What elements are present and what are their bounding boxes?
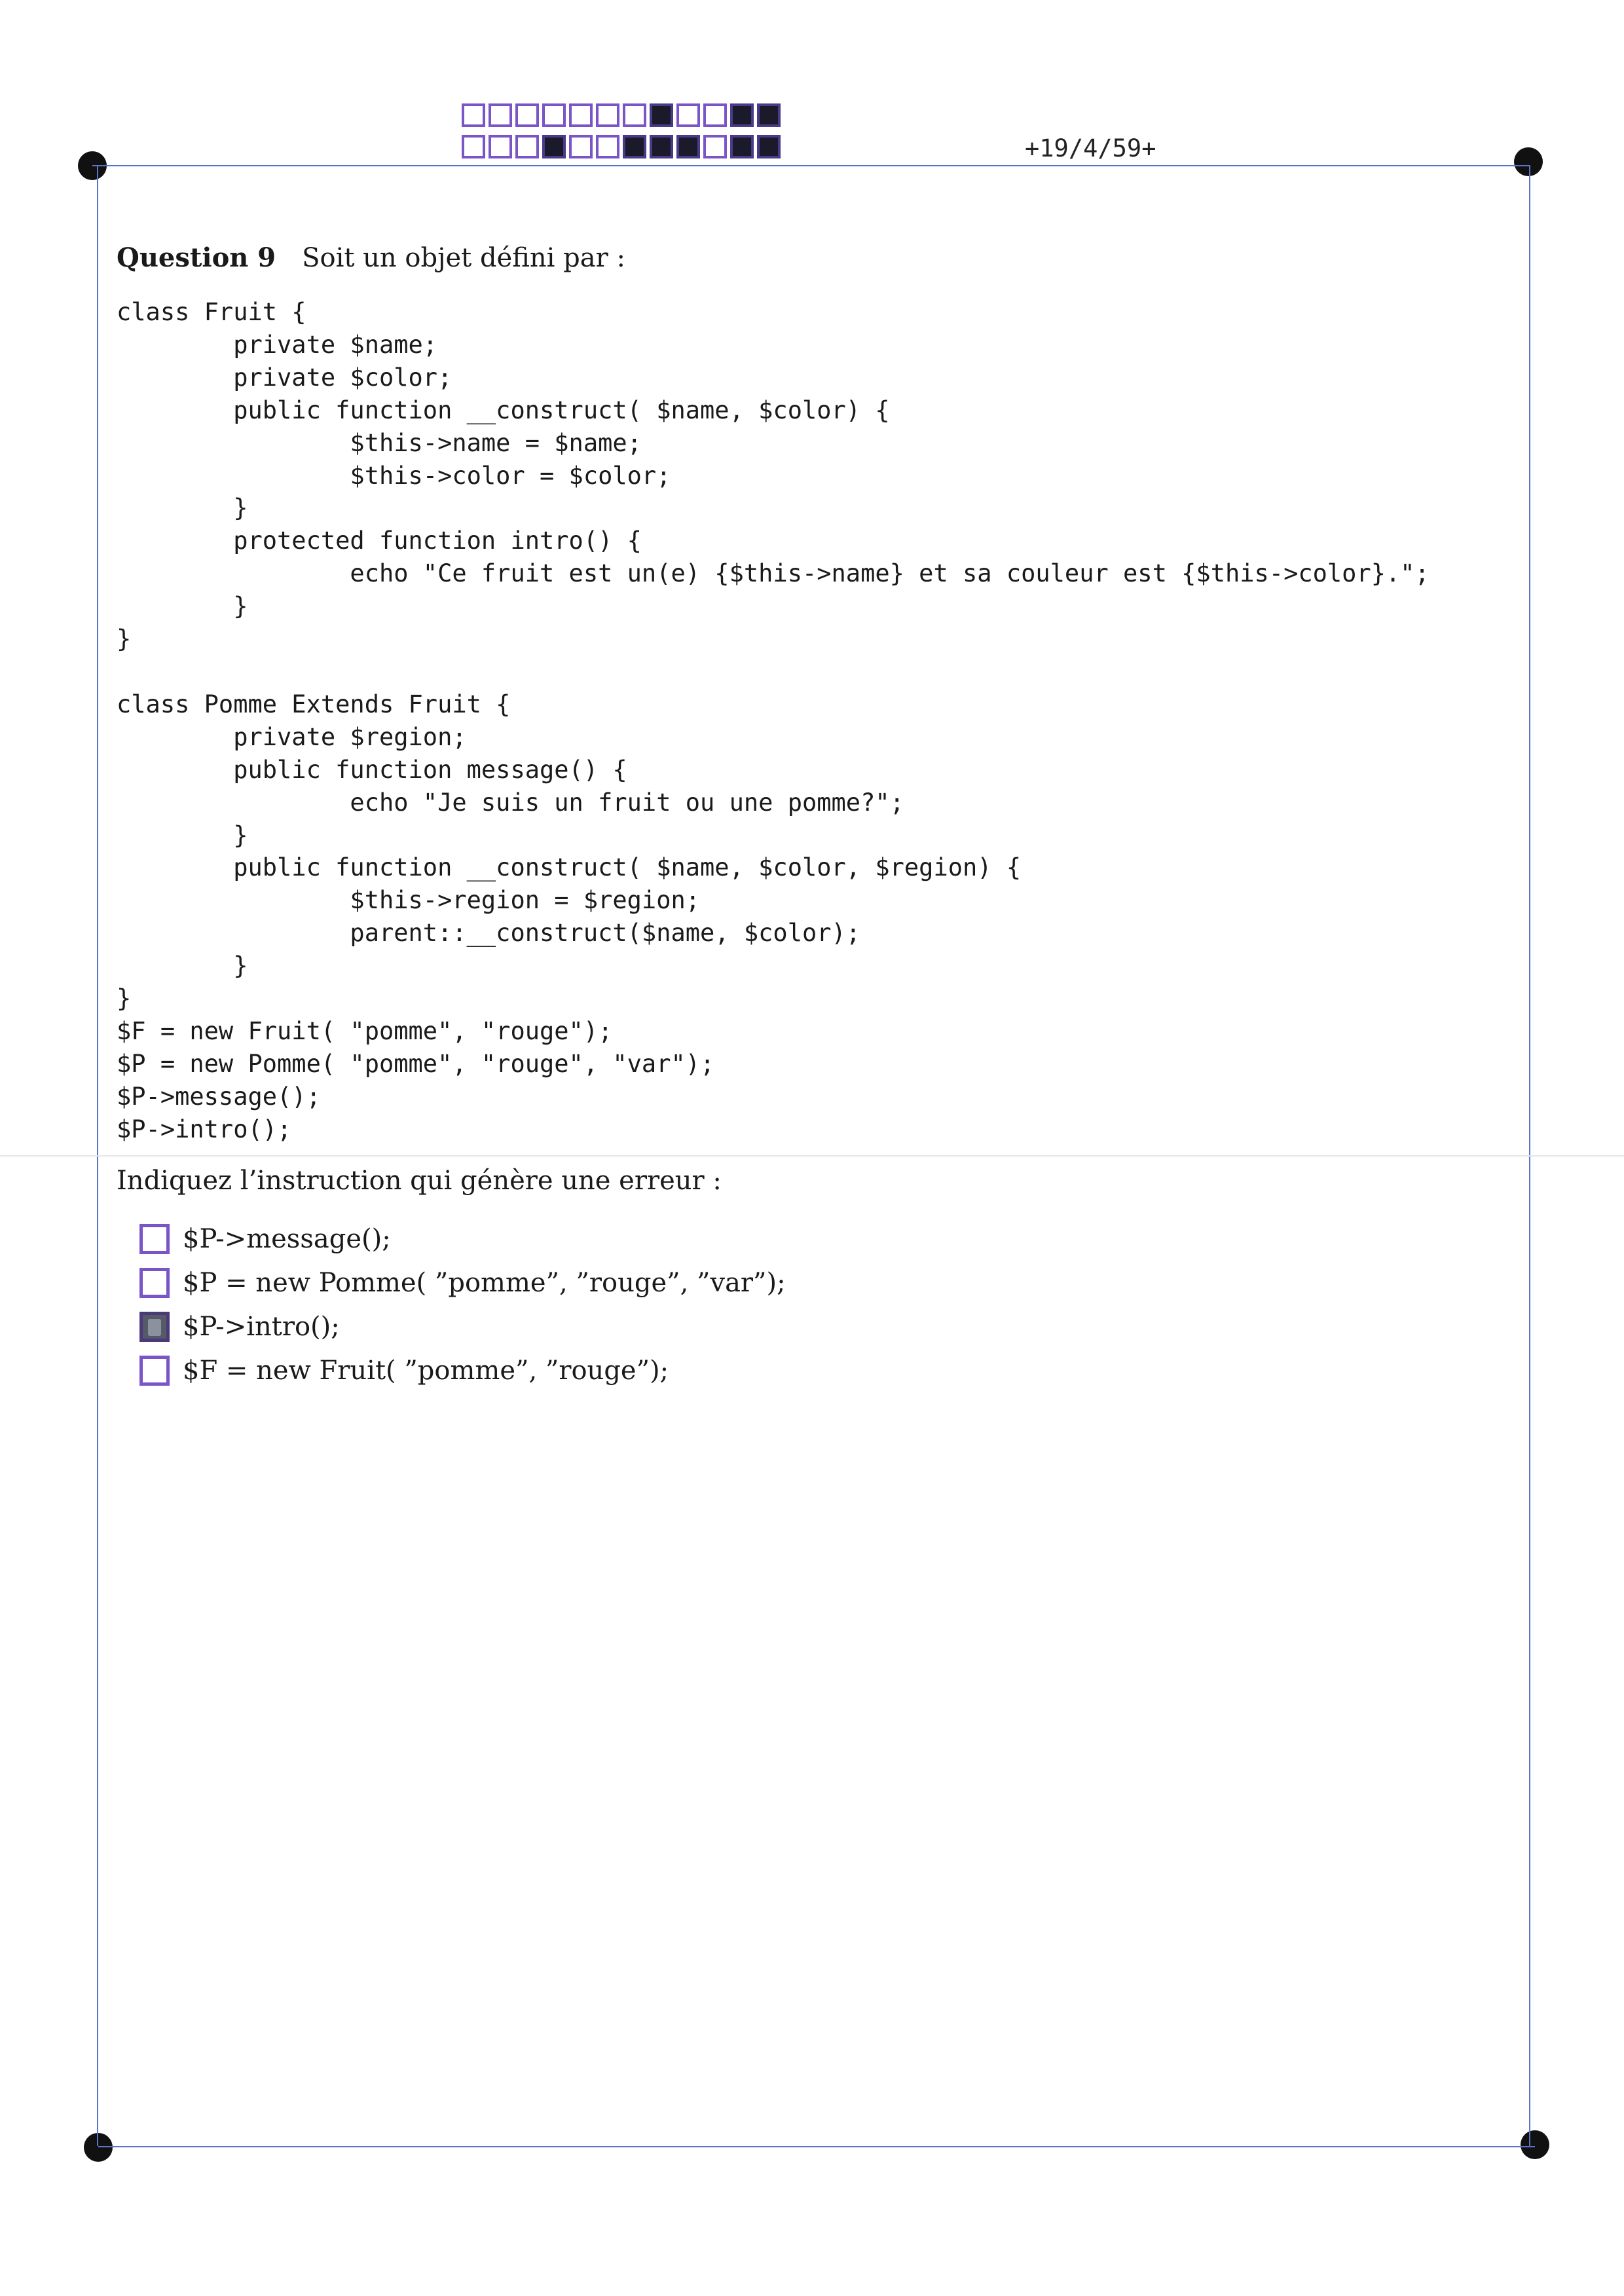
question-intro: Soit un objet défini par :: [302, 243, 625, 273]
registration-mark-bottom-left: [84, 2133, 113, 2162]
id-bits-row-1: [462, 103, 784, 127]
answer-option[interactable]: [139, 1348, 786, 1392]
id-bit-box: [569, 103, 593, 127]
answer-checkbox[interactable]: [139, 1268, 170, 1298]
answer-option[interactable]: [139, 1261, 786, 1305]
registration-mark-bottom-right: [1521, 2130, 1549, 2159]
id-bit-box: [489, 103, 512, 127]
answer-checkbox[interactable]: [139, 1356, 170, 1386]
id-bit-box: [757, 135, 781, 158]
id-bit-box: [515, 103, 539, 127]
id-bit-box: [462, 103, 485, 127]
id-bit-box: [542, 103, 566, 127]
id-bit-box: [515, 135, 539, 158]
id-bit-box: [489, 135, 512, 158]
answer-list: [139, 1217, 786, 1392]
answer-checkbox[interactable]: [139, 1312, 170, 1342]
code-block: class Fruit { private $name; private $color; public function __construct( $name, $color) { $this->name = $name; $this->color = $color; } protected function intro() { echo "Ce fruit est un(e) {$this->name} et sa couleur est {$this->color}."; } } class Pomme Extends Fruit { private $region; public function message() { echo "Je suis un fruit ou une pomme?"; } public function __construct( $name, $color, $region) { $this->region = $region; parent::__construct($name, $color); } } $F = new Fruit( "pomme", "rouge"); $P = new Pomme( "pomme", "rouge", "var"); $P->message(); $P->intro();: [117, 298, 1430, 1143]
page-id: +19/4/59+: [1025, 134, 1156, 162]
answer-option[interactable]: [139, 1217, 786, 1261]
answer-label: $P->intro();: [183, 1311, 340, 1342]
id-bit-box: [596, 135, 619, 158]
id-bit-box: [462, 135, 485, 158]
answer-label: $F = new Fruit( ”pomme”, ”rouge”);: [183, 1355, 669, 1386]
id-bit-box: [650, 135, 673, 158]
frame-top-line: [92, 165, 1529, 166]
id-bit-box: [542, 135, 566, 158]
id-bit-box: [757, 103, 781, 127]
id-bit-box: [703, 103, 727, 127]
answer-checkbox[interactable]: [139, 1224, 170, 1254]
page-fold-line: [0, 1155, 1624, 1157]
answer-option[interactable]: [139, 1305, 786, 1348]
question-header: [117, 242, 625, 273]
id-bit-box: [623, 135, 646, 158]
id-bits-row-2: [462, 135, 784, 158]
question-prompt: Indiquez l’instruction qui génère une erreur :: [117, 1166, 722, 1196]
id-bit-box: [676, 135, 700, 158]
id-bit-box: [623, 103, 646, 127]
answer-label: $P->message();: [183, 1223, 391, 1254]
id-bit-box: [596, 103, 619, 127]
id-bit-box: [650, 103, 673, 127]
frame-bottom-line: [98, 2146, 1535, 2147]
id-bit-box: [569, 135, 593, 158]
id-bit-box: [676, 103, 700, 127]
id-bit-box: [730, 135, 754, 158]
id-bit-box: [730, 103, 754, 127]
answer-label: $P = new Pomme( ”pomme”, ”rouge”, ”var”);: [183, 1267, 786, 1298]
id-bit-box: [703, 135, 727, 158]
registration-mark-top-right: [1514, 147, 1543, 176]
question-number: Question 9: [117, 242, 276, 273]
